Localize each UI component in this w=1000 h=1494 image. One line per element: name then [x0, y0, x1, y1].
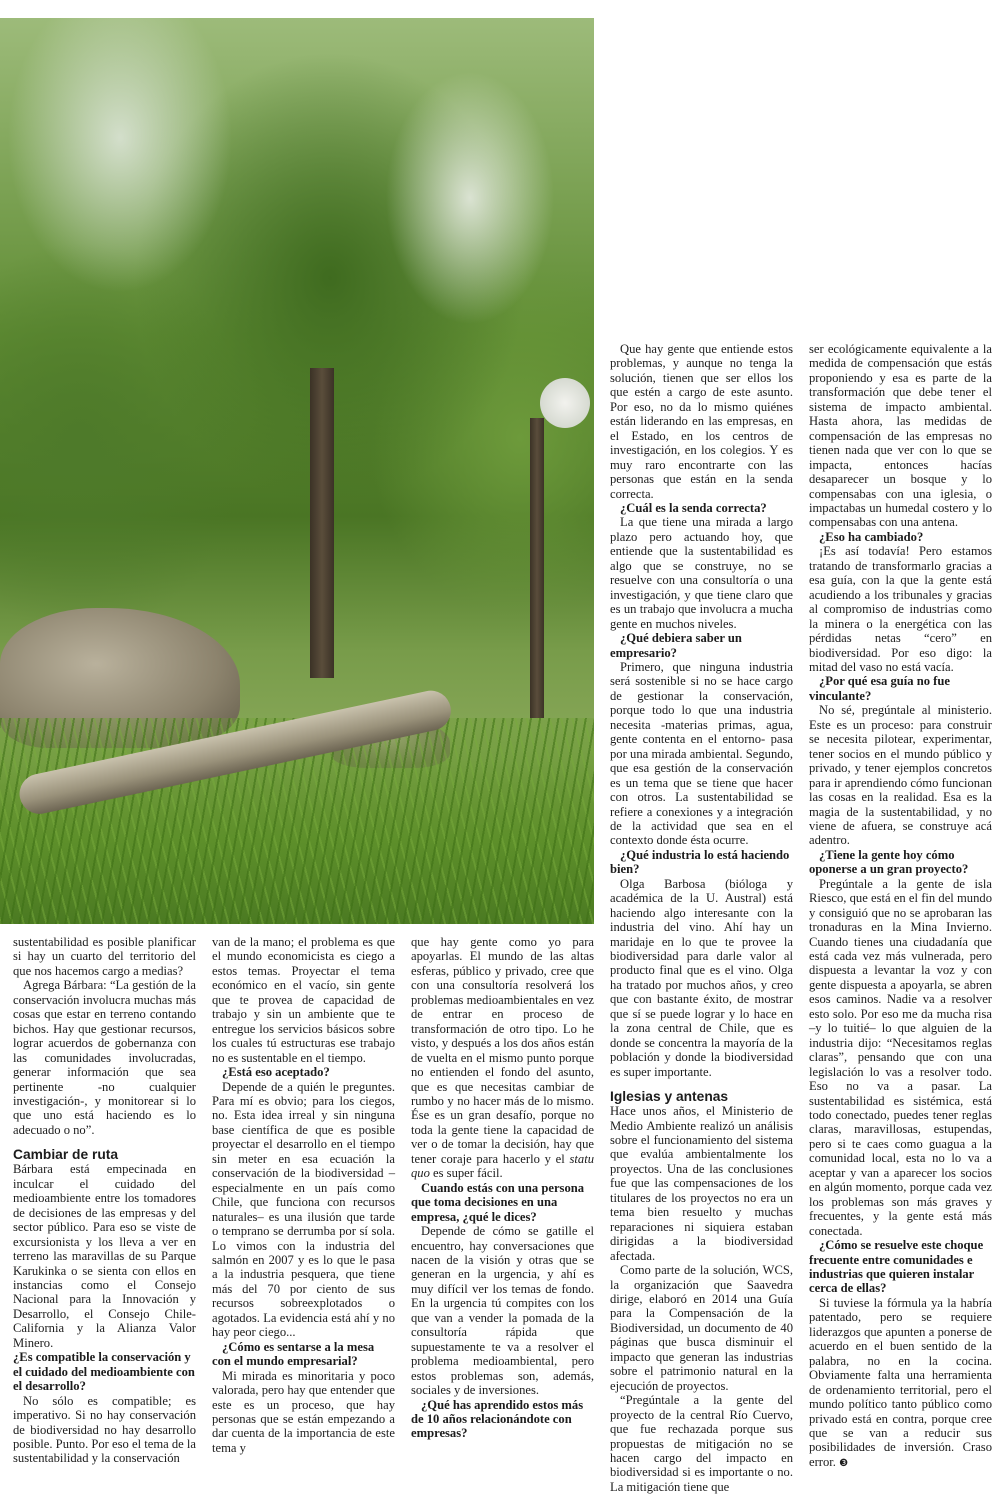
interview-question: ¿Es compatible la conservación y el cuidado del medioambiente con el desarrollo?: [13, 1350, 195, 1394]
interview-question: ¿Eso ha cambiado?: [819, 529, 924, 544]
paragraph: Depende de cómo se gatille el encuentro, hay conversaciones que nacen de la visión y otras que se generan en la urgencia, y ahí es muy difícil ver los temas de fondo. En la urgencia tú compites con los que van a vender la pomada de la consultoría rápida que supuestamente te va a resolver el problema medioambiental, pero estos problemas son, además, sociales y de inversiones.: [411, 1224, 594, 1398]
interview-question: ¿Qué has aprendido estos más de 10 años relacionándote con empresas?: [411, 1397, 584, 1441]
paragraph: Olga Barbosa (bióloga y académica de la U. Austral) está haciendo algo interesante con la industria del vino. Ahí hay un maridaje en lo que te provee la biodiversidad para darle valor al producto final que es el vino. Olga ha tratado por muchos años, y creo que con bastante éxito, de mostrar que sí se puede lograr y lo hace en la zona central de Chile, que es donde se concentra la mayoría de la población y donde la biodiversidad es super importante.: [610, 876, 793, 1079]
article-column-4: [610, 342, 793, 1494]
paragraph: No sólo es compatible; es imperativo. Si no hay conservación de biodiversidad no hay desarrollo posible. Punto. Por eso el tema de la sustentabilidad y la conservación: [13, 1393, 196, 1466]
interview-question: ¿Tiene la gente hoy cómo oponerse a un gran proyecto?: [809, 847, 969, 877]
paragraph: Agrega Bárbara: “La gestión de la conservación involucra muchas más cosas que estar en terreno contando bichos. Hay que gestionar recursos, lograr acuerdos de gobernanza con las comunidades involucradas, generar información que sea pertinente -no cualquier investigación-, y monitorear si lo que uno está haciendo es lo adecuado o no”.: [13, 978, 196, 1137]
section-heading: Iglesias y antenas: [610, 1089, 729, 1105]
paragraph: ¡Es así todavía! Pero estamos tratando de transformarlo gracias a esa guía, con la que la gente está acudiendo a los tribunales y gracias al compromiso de industrias como la minera o la energética con las pérdidas netas “cero” en biodiversidad. Por eso digo: la mitad del vaso no está vacía.: [809, 544, 992, 674]
interview-question: ¿Qué debiera saber un empresario?: [610, 631, 742, 660]
paragraph-text: es super fácil.: [429, 1166, 503, 1181]
article-column-1: [13, 935, 196, 1466]
paragraph: No sé, pregúntale al ministerio. Este es un proceso: para construir se necesita pilotear, experimentar, tener socios en el mundo público y privado, y tener ejemplos concretos para ir aprendiendo cómo funcionan las cosas en la realidad. Esa es la magia de la sustentabilidad, y no viene de afuera, se construye acá adentro.: [809, 703, 992, 848]
interview-question: ¿Cómo es sentarse a la mesa con el mundo empresarial?: [212, 1339, 375, 1369]
article-column-5: [809, 342, 992, 1471]
interview-question: ¿Qué industria lo está haciendo bien?: [610, 847, 790, 877]
tree-trunk: [310, 368, 334, 678]
paragraph-text: Si tuviese la fórmula ya la habría patentado, pero se requiere liderazgos que apunten a ponerse de acuerdo en el buen sentido de la palabra, no en la cocina. Obviamente falta una herramienta de ordenamiento territorial, pero el mundo político tanto público como privado está en contra, porque cree que se van a reducir sus posibilidades de inversión. Craso error.: [809, 1295, 992, 1469]
lamp-globe: [540, 378, 590, 428]
interview-question: ¿Está eso aceptado?: [222, 1065, 330, 1080]
paragraph: “Pregúntale a la gente del proyecto de la central Río Cuervo, que fue rechazada porque sus propuestas de mitigación no se hacen cargo del impacto en biodiversidad si es importante o no. La mitigación tiene que: [610, 1393, 793, 1494]
paragraph-text: que hay gente como yo para apoyarlas. El mundo de las altas esferas, público y privado, cree que con una consultoría resolverá los problemas medioambientales en vez de entrar en proceso de transformación de otro tipo. Lo he visto, y después a los dos años están de vuelta en el mismo punto porque no entienden el fondo del asunto, que es que necesitas cambiar de rumbo y no hacer más de lo mismo. Ése es un gran desafío, porque no toda la gente tiene la capacidad de ver o de tomar la decisión, hay que tener coraje para hacerlo y el: [411, 935, 594, 1166]
lamp-post: [530, 418, 544, 718]
article-column-2: [212, 935, 395, 1455]
section-heading: Cambiar de ruta: [13, 1147, 119, 1163]
paragraph: Primero, que ninguna industria será sostenible si no se hace cargo de gestionar la conservación, porque todo lo que una industria necesita -materias primas, agua, gente contenta en el entorno- pasa por una mirada ambiental. Segundo, que esa gestión de la conservación es un tema que se tiene que hacer con otros. La sustentabilidad se refiere a conexiones y a integración de la actividad que sea en el contexto donde ésta ocurre.: [610, 659, 793, 848]
italic-term: statu quo: [411, 1151, 594, 1181]
article-photo: [0, 18, 594, 924]
paragraph: [411, 935, 594, 1181]
paragraph: Pregúntale a la gente de isla Riesco, que está en el fin del mundo y consiguió que no se aprobaran las tronaduras en la Mina Invierno. Cuando tienes una ciudadanía que está cada vez más vulnerada, pero dispuesta a levantar la voz y con gente dispuesta a apoyarla, se abren esos caminos. Nadie va a resolver esto solo. Por eso me da mucha risa –y lo tuitié– lo que alguien de la industria dijo: “Necesitamos reglas claras”, pensando que con una legislación lo vas a resolver todo. Eso no va a pasar. La sustentabilidad es sistémica, está todo conectado, puedes tener reglas claras, maravillosas, estupendas, pero si te caes como guagua a la comunidad local, esta no lo va a aceptar y van a aparecer los socios en algún momento, porque cada vez los problemas son más graves y frecuentes, y la gente está más conectada.: [809, 876, 992, 1238]
paragraph: Bárbara está empecinada en inculcar el cuidado del medioambiente entre los tomadores de decisiones de las empresas y del sector público. Para eso se viste de excursionista y los lleva a ver en terreno las maravillas de su Parque Karukinka o se sienta con ellos en instancias como el Consejo Nacional para la Innovación y Desarrollo, el Consejo Chile-California y la Alianza Valor Minero.: [13, 1162, 196, 1350]
paragraph: van de la mano; el problema es que el mundo economicista es ciego a estos temas. Proyectar el tema económico en el vacío, sin gente que te provea de capacidad de trabajo y sin un ambiente que te entregue los servicios básicos sobre los cuales tú estructuras ese trabajo no es sustentable en el tiempo.: [212, 935, 395, 1065]
interview-question: ¿Cuál es la senda correcta?: [620, 500, 767, 515]
paragraph: Que hay gente que entiende estos problemas, y aunque no tenga la solución, tienen que ser ellos los que estén a cargo de este asunto. Por eso, no da lo mismo quiénes están liderando en las empresas, en el Estado, en los centros de investigación, en los colegios. Y es muy raro encontrarte con las personas que están en la senda correcta.: [610, 342, 793, 501]
end-mark-icon: ❸: [839, 1457, 849, 1469]
article-column-3: [411, 935, 594, 1441]
interview-question: ¿Por qué esa guía no fue vinculante?: [809, 674, 950, 703]
paragraph: Hace unos años, el Ministerio de Medio Ambiente realizó un análisis sobre el funcionamiento del sistema que evalúa ambientalmente los proyectos. Una de las conclusiones fue que las compensaciones de los titulares de los proyectos no era un tema bien resuelto y muchas reparaciones ni siquiera estaban dirigidas a la biodiversidad afectada.: [610, 1104, 793, 1263]
interview-question: Cuando estás con una persona que toma decisiones en una empresa, ¿qué le dices?: [411, 1180, 585, 1224]
interview-question: ¿Cómo se resuelve este choque frecuente entre comunidades e industrias que quieren instalar cerca de ellas?: [809, 1238, 984, 1296]
paragraph: Como parte de la solución, WCS, la organización que Saavedra dirige, elaboró en 2014 una Guía para la Compensación de la Biodiversidad, un documento de 40 páginas que busca disminuir el impacto que generan las industrias sobre el patrimonio natural en la ejecución de proyectos.: [610, 1263, 793, 1393]
paragraph: La que tiene una mirada a largo plazo pero actuando hoy, que entiende que la sustentabilidad es algo que se construye, no se resuelve con una consultoría o una investigación, y que tiene claro que es un trabajo que involucra a mucha gente en muchos niveles.: [610, 515, 793, 631]
paragraph: ser ecológicamente equivalente a la medida de compensación que estás proponiendo y esa es parte de la transformación que debe tener el sistema de impacto ambiental. Hasta ahora, las medidas de compensación de las empresas no tienen nada que ver con lo que se impacta, entonces hacías desaparecer un bosque y lo compensabas con una iglesia, o impactabas un humedal costero y lo compensabas con una antena.: [809, 342, 992, 530]
paragraph: [809, 1296, 992, 1471]
paragraph: sustentabilidad es posible planificar si hay un cuarto del territorio del que nos hacemos cargo a medias?: [13, 935, 196, 978]
paragraph: Depende de a quién le preguntes. Para mí es obvio; para los ciegos, no. Esta idea irreal y sin ninguna base científica de que es posible proyectar el desarrollo en el tiempo sin meter en esa ecuación la conservación de la biodiversidad –especialmente en un país como Chile, que funciona con recursos naturales– es una ilusión que tarde o temprano se derrumba por sí sola. Lo vimos con la industria del salmón en 2007 y es lo que le pasa a la industria pesquera, que tiene más del 70 por ciento de sus recursos sobreexplotados o agotados. La evidencia está ahí y no hay peor ciego...: [212, 1079, 395, 1340]
paragraph: Mi mirada es minoritaria y poco valorada, pero hay que entender que este es un proceso, que hay personas que se están empezando a dar cuenta de la importancia de este tema y: [212, 1368, 395, 1455]
